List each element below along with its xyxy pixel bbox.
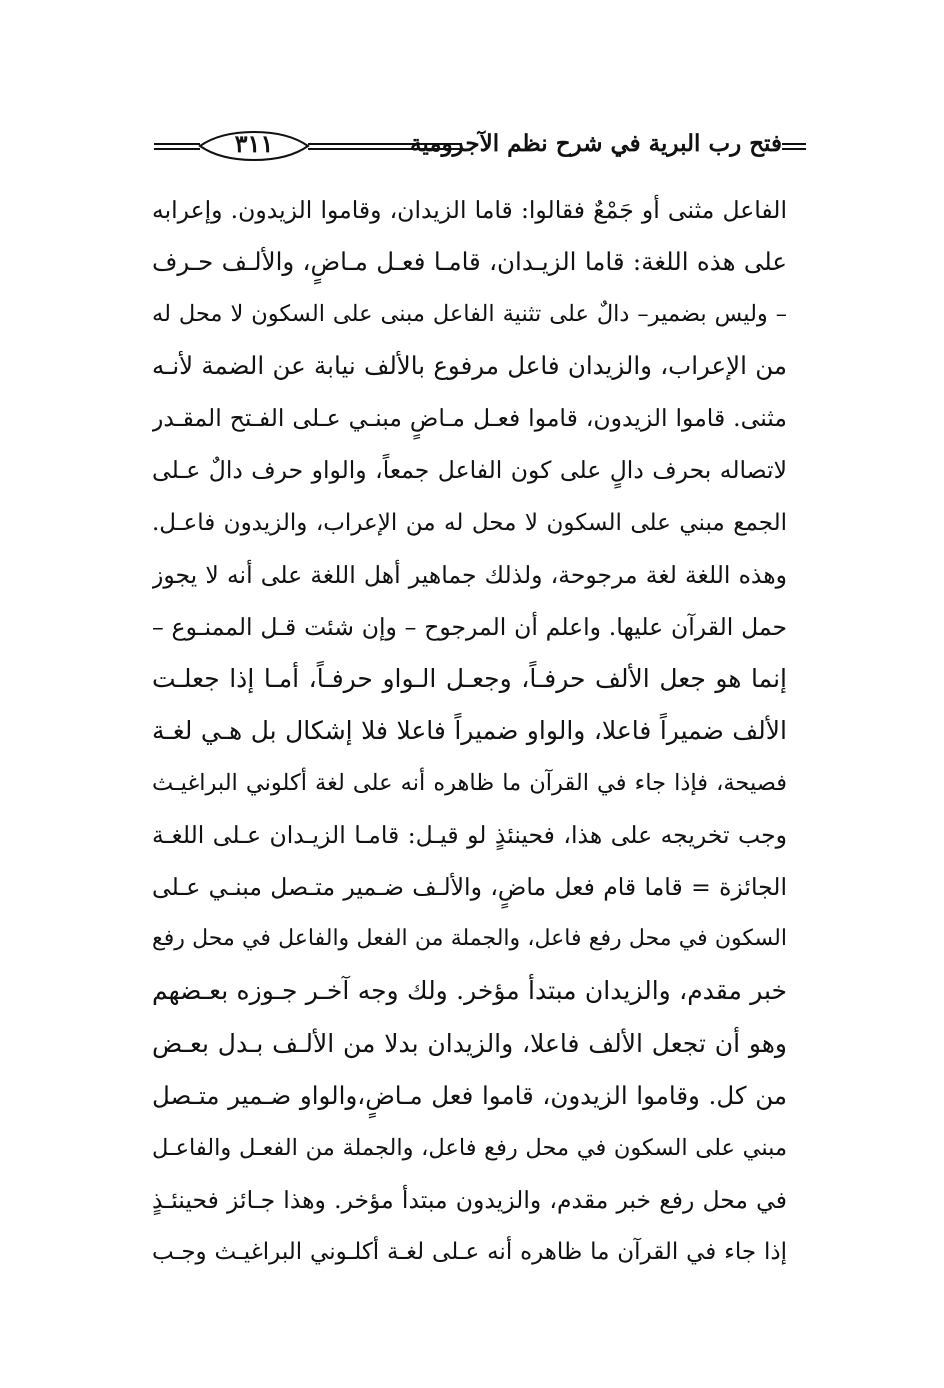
text-line: إنما هو جعل الألف حرفـاً، وجعـل الـواو حرفـاً، أمـا إذا جعلـت bbox=[152, 663, 787, 693]
book-title: فتح رب البرية في شرح نظم الآجرومية bbox=[409, 130, 782, 157]
text-line: مثنى. قاموا الزيدون، قاموا فعـل مـاضٍ مبنـي عـلى الفـتح المقـدر bbox=[152, 404, 787, 433]
text-line: وهذه اللغة لغة مرجوحة، ولذلك جماهير أهل اللغة على أنه لا يجوز bbox=[152, 560, 787, 589]
text-line: من الإعراب، والزيدان فاعل مرفوع بالألف نيابة عن الضمة لأنـه bbox=[152, 351, 787, 381]
text-line: في محل رفع خبر مقدم، والزيدون مبتدأ مؤخر. وهذا جـائز فحينئـذٍ bbox=[152, 1185, 787, 1214]
text-line: وجب تخريجه على هذا، فحينئذٍ لو قيـل: قامـا الزيـدان عـلى اللغـة bbox=[152, 821, 787, 850]
text-line: الجمع مبني على السكون لا محل له من الإعراب، والزيدون فاعـل. bbox=[152, 509, 787, 536]
text-line: لاتصاله بحرف دالٍ على كون الفاعل جمعاً، والواو حرف دالٌ عـلى bbox=[152, 456, 787, 485]
text-line: فصيحة، فإذا جاء في القرآن ما ظاهره أنه على لغة أكلوني البراغيـث bbox=[152, 770, 787, 797]
text-line: من كل. وقاموا الزيدون، قاموا فعل مـاضٍ،والواو ضـمير متـصل bbox=[152, 1080, 787, 1110]
text-line: على هذه اللغة: قاما الزيـدان، قامـا فعـل مـاضٍ، والألـف حـرف bbox=[152, 247, 787, 277]
text-line: – وليس بضمير– دالٌ على تثنية الفاعل مبنى على السكون لا محل له bbox=[152, 301, 787, 328]
body-text bbox=[152, 184, 787, 1278]
text-line: خبر مقدم، والزيدان مبتدأ مؤخر. ولك وجه آخـر جـوزه بعـضهم bbox=[152, 976, 787, 1006]
text-line: وهو أن تجعل الألف فاعلا، والزيدان بدلا من الألـف بـدل بعـض bbox=[152, 1028, 787, 1058]
text-line: السكون في محل رفع فاعل، والجملة من الفعل والفاعل في محل رفع bbox=[152, 926, 787, 952]
text-line: الجائزة = قاما قام فعل ماضٍ، والألـف ضـمير متـصل مبنـي عـلى bbox=[152, 873, 787, 902]
running-header bbox=[150, 122, 810, 170]
text-line: مبني على السكون في محل رفع فاعل، والجملة من الفعـل والفاعـل bbox=[152, 1134, 787, 1161]
text-line: إذا جاء في القرآن ما ظاهره أنه عـلى لغـة أكلـوني البراغيـث وجـب bbox=[152, 1238, 787, 1265]
text-line: الفاعل مثنى أو جَمْعٌ فقالوا: قاما الزيدان، وقاموا الزيدون. وإعرابه bbox=[152, 196, 787, 224]
page-number: ٣١١ bbox=[234, 129, 274, 158]
text-line: حمل القرآن عليها. واعلم أن المرجوح – وإن شئت قـل الممنـوع – bbox=[152, 612, 787, 641]
text-line: الألف ضميراً فاعلا، والواو ضميراً فاعلا فلا إشكال بل هـي لغـة bbox=[152, 715, 787, 745]
